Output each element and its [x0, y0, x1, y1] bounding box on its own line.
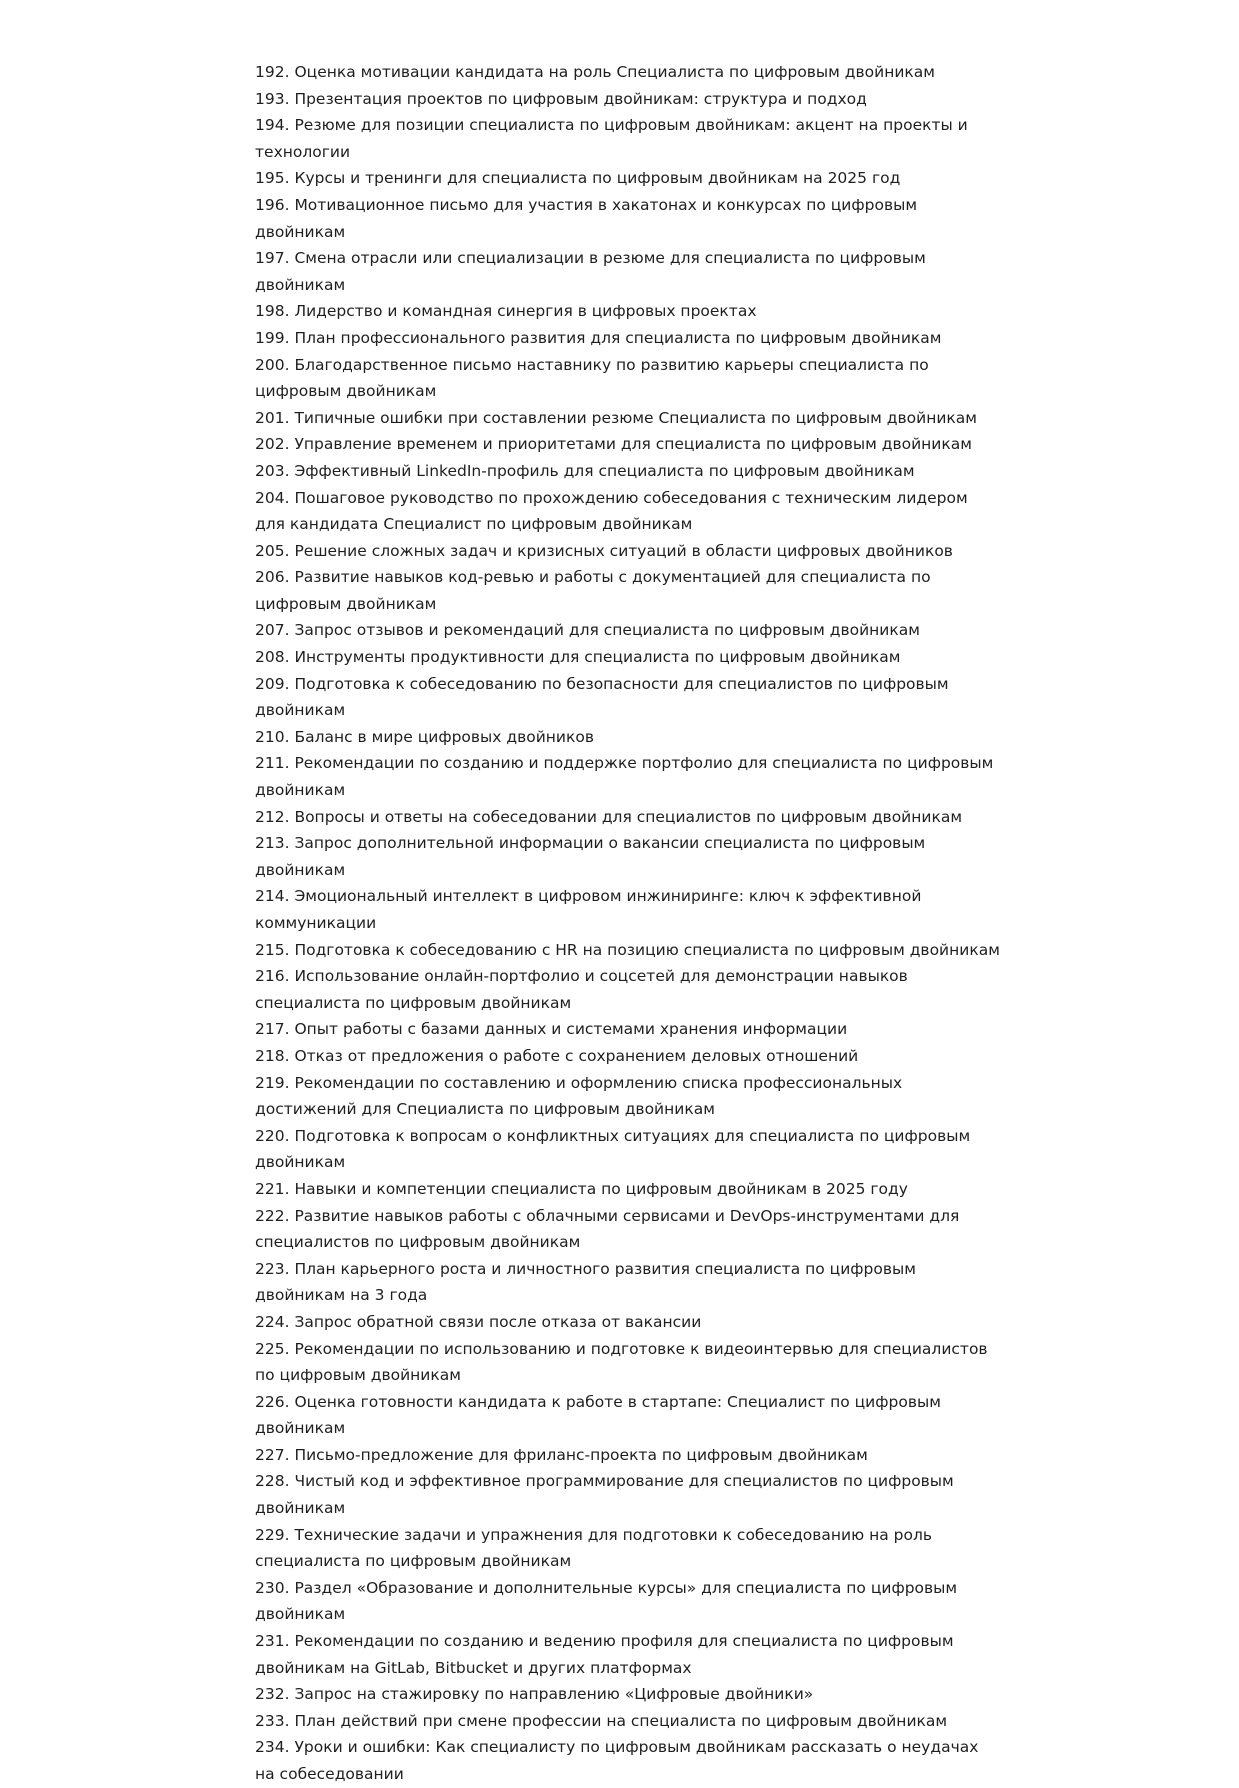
list-item: 231. Рекомендации по созданию и ведению профиля для специалиста по цифровым двойникам на GitLab, Bitbucket и других платформах [255, 1632, 954, 1677]
list-item: 207. Запрос отзывов и рекомендаций для специалиста по цифровым двойникам [255, 621, 920, 640]
list-item: 196. Мотивационное письмо для участия в хакатонах и конкурсах по цифровым двойникам [255, 195, 918, 241]
list-item: 205. Решение сложных задач и кризисных ситуаций в области цифровых двойников [255, 541, 953, 560]
list-item: 226. Оценка готовности кандидата к работе в стартапе: Специалист по цифровым двойникам [255, 1392, 941, 1438]
list-item: 208. Инструменты продуктивности для специалиста по цифровым двойникам [255, 648, 901, 667]
list-item: 220. Подготовка к вопросам о конфликтных ситуациях для специалиста по цифровым двойникам [255, 1126, 971, 1172]
list-item: 209. Подготовка к собеседованию по безопасности для специалистов по цифровым двойникам [255, 674, 949, 720]
list-item: 227. Письмо-предложение для фриланс-проекта по цифровым двойникам [255, 1445, 868, 1464]
list-item: 193. Презентация проектов по цифровым двойникам: структура и подход [255, 89, 867, 108]
list-item: 229. Технические задачи и упражнения для подготовки к собеседованию на роль специалиста по цифровым двойникам [255, 1525, 933, 1571]
list-item: 234. Уроки и ошибки: Как специалисту по цифровым двойникам рассказать о неудачах на собеседовании [255, 1738, 979, 1783]
list-item: 211. Рекомендации по созданию и поддержке портфолио для специалиста по цифровым двойникам [255, 754, 994, 800]
list-item: 219. Рекомендации по составлению и оформлению списка профессиональных достижений для Специалиста по цифровым двойникам [255, 1073, 903, 1119]
list-item: 224. Запрос обратной связи после отказа от вакансии [255, 1312, 702, 1331]
list-item: 221. Навыки и компетенции специалиста по цифровым двойникам в 2025 году [255, 1179, 908, 1198]
list-item: 197. Смена отрасли или специализации в резюме для специалиста по цифровым двойникам [255, 249, 926, 294]
list-item: 201. Типичные ошибки при составлении резюме Специалиста по цифровым двойникам [255, 408, 977, 427]
list-item: 212. Вопросы и ответы на собеседовании для специалистов по цифровым двойникам [255, 807, 963, 826]
list-item: 228. Чистый код и эффективное программирование для специалистов по цифровым двойникам [255, 1472, 954, 1518]
list-item: 195. Курсы и тренинги для специалиста по цифровым двойникам на 2025 год [255, 169, 901, 188]
list-item: 203. Эффективный LinkedIn-профиль для специалиста по цифровым двойникам [255, 461, 915, 480]
list-item: 232. Запрос на стажировку по направлению «Цифровые двойники» [255, 1685, 814, 1704]
list-item: 206. Развитие навыков код-ревью и работы с документацией для специалиста по цифровым двойникам [255, 568, 931, 613]
list-item: 215. Подготовка к собеседованию с HR на позицию специалиста по цифровым двойникам [255, 940, 1000, 959]
list-item: 230. Раздел «Образование и дополнительные курсы» для специалиста по цифровым двойникам [255, 1578, 958, 1624]
list-item: 200. Благодарственное письмо наставнику по развитию карьеры специалиста по цифровым двойникам [255, 355, 929, 401]
list-item: 192. Оценка мотивации кандидата на роль Специалиста по цифровым двойникам [255, 63, 935, 81]
list-item: 222. Развитие навыков работы с облачными сервисами и DevOps-инструментами для специалистов по цифровым двойникам [255, 1206, 960, 1252]
list-item: 217. Опыт работы с базами данных и системами хранения информации [255, 1020, 848, 1039]
list-item: 225. Рекомендации по использованию и подготовке к видеоинтервью для специалистов по цифровым двойникам [255, 1339, 988, 1385]
list-item: 223. План карьерного роста и личностного развития специалиста по цифровым двойникам на 3 года [255, 1259, 916, 1305]
topic-list [255, 59, 1000, 1788]
list-item: 213. Запрос дополнительной информации о вакансии специалиста по цифровым двойникам [255, 834, 926, 879]
list-item: 202. Управление временем и приоритетами для специалиста по цифровым двойникам [255, 435, 972, 454]
list-item: 233. План действий при смене профессии на специалиста по цифровым двойникам [255, 1711, 948, 1730]
list-item: 210. Баланс в мире цифровых двойников [255, 727, 594, 746]
list-item: 194. Резюме для позиции специалиста по цифровым двойникам: акцент на проекты и технологии [255, 116, 968, 161]
list-item: 198. Лидерство и командная синергия в цифровых проектах [255, 302, 757, 321]
list-item: 199. План профессионального развития для специалиста по цифровым двойникам [255, 328, 942, 347]
list-item: 216. Использование онлайн-портфолио и соцсетей для демонстрации навыков специалиста по цифровым двойникам [255, 967, 908, 1012]
list-item: 204. Пошаговое руководство по прохождению собеседования с техническим лидером для кандидата Специалист по цифровым двойникам [255, 488, 968, 534]
list-item: 218. Отказ от предложения о работе с сохранением деловых отношений [255, 1046, 859, 1065]
list-item: 214. Эмоциональный интеллект в цифровом инжиниринге: ключ к эффективной коммуникации [255, 887, 922, 932]
